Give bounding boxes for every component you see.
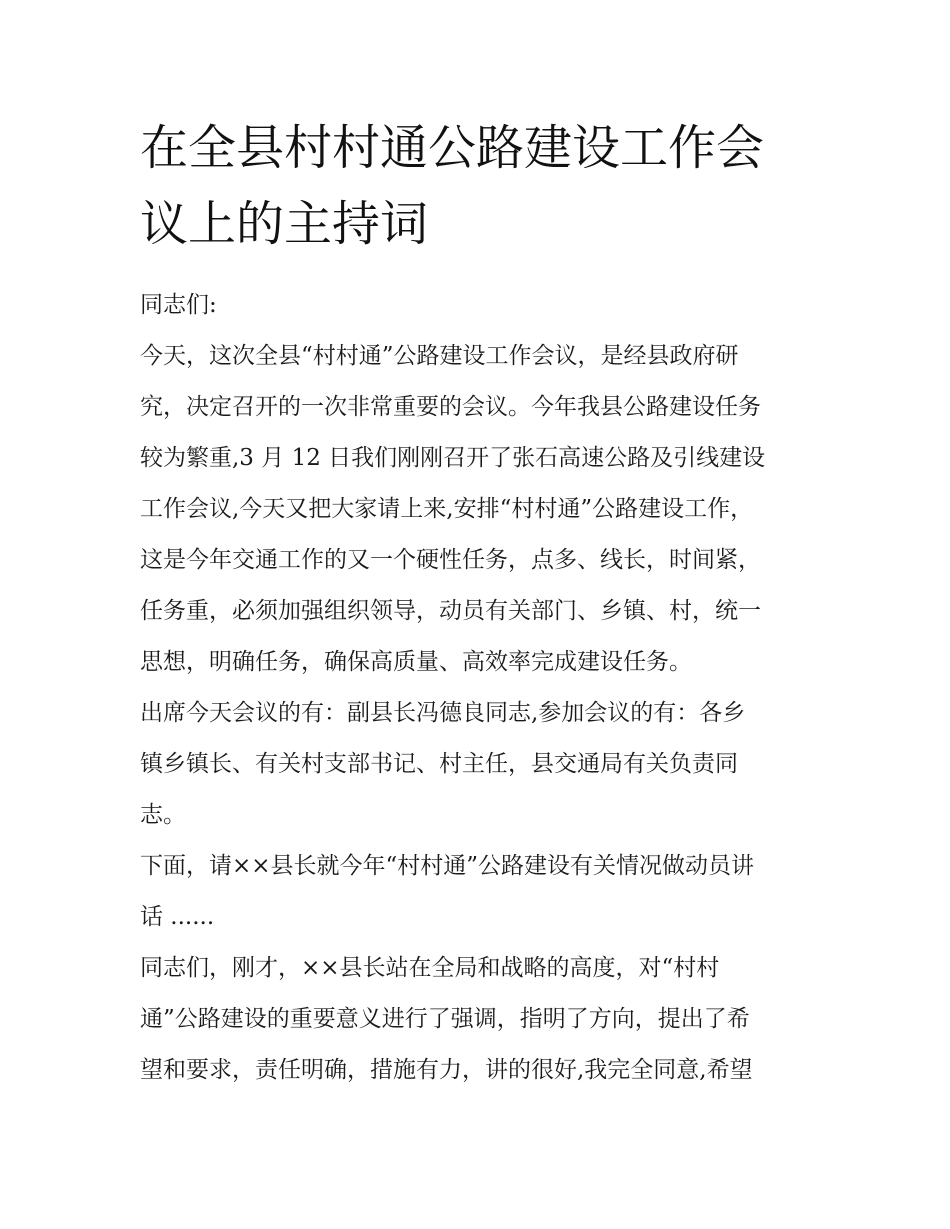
body-line: 下面，请××县长就今年“村村通”公路建设有关情况做动员讲 — [140, 853, 755, 879]
body-line: 究，决定召开的一次非常重要的会议。今年我县公路建设任务 — [140, 394, 761, 420]
body-line: 通”公路建设的重要意义进行了强调，指明了方向，提出了希 — [140, 1006, 750, 1032]
body-line: 这是今年交通工作的又一个硬性任务，点多、线长，时间紧， — [140, 547, 761, 573]
body-line: 今天，这次全县“村村通”公路建设工作会议，是经县政府研 — [140, 343, 739, 369]
body-line: 较为繁重,3 月 12 日我们刚刚召开了张石高速公路及引线建设 — [140, 445, 766, 471]
body-line: 出席今天会议的有：副县长冯德良同志,参加会议的有：各乡 — [140, 700, 746, 726]
body-line: 工作会议,今天又把大家请上来,安排“村村通”公路建设工作， — [140, 496, 754, 522]
title-line-1: 在全县村村通公路建设工作会 — [140, 120, 765, 176]
body-line: 志。 — [140, 802, 186, 828]
body-line: 话 ...... — [140, 904, 215, 930]
body-line: 望和要求，责任明确，措施有力，讲的很好,我完全同意,希望 — [140, 1057, 753, 1083]
title-line-2: 议上的主持词 — [140, 196, 429, 252]
body-line: 任务重，必须加强组织领导，动员有关部门、乡镇、村，统一 — [140, 598, 761, 624]
document-body — [140, 280, 820, 1096]
body-line: 同志们，刚才，××县长站在全局和战略的高度，对“村村 — [140, 955, 720, 981]
document-title — [140, 110, 820, 262]
body-line: 思想，明确任务，确保高质量、高效率完成建设任务。 — [140, 649, 692, 675]
body-line: 同志们: — [140, 292, 217, 318]
body-line: 镇乡镇长、有关村支部书记、村主任，县交通局有关负责同 — [140, 751, 738, 777]
